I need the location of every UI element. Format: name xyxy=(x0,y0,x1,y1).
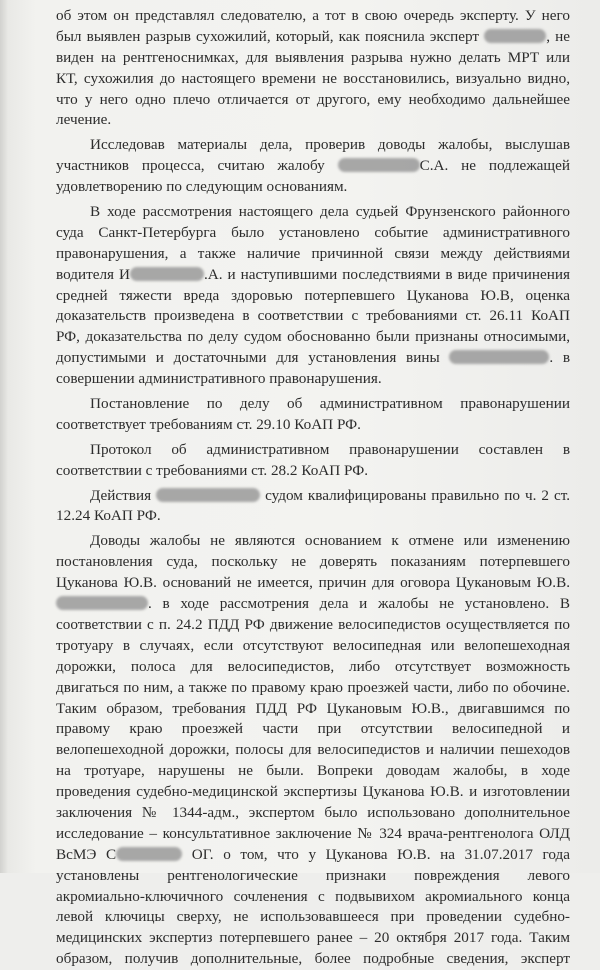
text-segment: . в xyxy=(549,349,571,367)
text-segment: лечение. xyxy=(56,111,112,129)
text-segment: КТ, сухожилия до настоящего времени не восстановились, визуально видно, xyxy=(56,69,570,87)
text-line xyxy=(56,699,570,720)
text-line xyxy=(56,615,570,636)
text-segment: РФ, доказательства по делу судом обоснованно были признаны относимыми, xyxy=(56,328,570,346)
text-line xyxy=(56,506,570,527)
text-line xyxy=(56,6,570,27)
text-segment: . в ходе рассмотрения дела и жалобы не установлено. В xyxy=(148,595,570,613)
text-segment: средней тяжести вреда здоровью потерпевшего Цуканова Ю.В, оценка xyxy=(56,286,570,304)
text-line xyxy=(56,223,570,244)
text-line xyxy=(56,761,570,782)
redaction-mark xyxy=(484,29,546,43)
text-line xyxy=(56,27,570,48)
text-segment: Доводы жалобы не являются основанием к отмене или изменению xyxy=(90,532,570,550)
text-segment: Таким образом, требования ПДД РФ Цукановым Ю.В., двигавшимся по xyxy=(56,699,570,717)
text-line xyxy=(56,110,570,131)
text-line xyxy=(56,740,570,761)
text-segment: В ходе рассмотрения настоящего дела судьей Фрунзенского районного xyxy=(90,203,570,221)
text-segment: С.А. не подлежащей xyxy=(419,157,570,175)
text-segment: доказательств произведена в соответствии с требованиями ст. 26.11 КоАП xyxy=(56,307,570,325)
text-line xyxy=(56,887,570,908)
redaction-mark xyxy=(116,847,182,861)
text-segment: левой ключицы сверху, не использовавшееся при проведении судебно- xyxy=(56,908,570,926)
text-segment: судом квалифицированы правильно по ч. 2 ст. xyxy=(260,486,570,504)
text-line xyxy=(56,636,570,657)
text-segment: исследование – консультативное заключение № 324 врача-рентгенолога ОЛД xyxy=(56,824,570,842)
text-segment: Постановление по делу об административном правонарушении xyxy=(90,395,570,413)
text-segment: Протокол об административном правонарушении составлен в xyxy=(90,440,570,458)
text-segment: виден на рентгеноснимках, для выявления разрыва нужно делать МРТ или xyxy=(56,48,570,66)
text-segment: участников процесса, считаю жалобу xyxy=(56,157,338,175)
text-segment: установлены рентгенологические признаки повреждения левого xyxy=(56,866,570,884)
text-line xyxy=(56,531,570,552)
text-segment: Действия xyxy=(90,486,157,504)
redaction-mark xyxy=(156,488,260,502)
text-segment: ВсМЭ С xyxy=(56,845,117,863)
text-line xyxy=(56,90,570,111)
text-line xyxy=(56,486,570,507)
text-line xyxy=(56,845,570,866)
text-line xyxy=(56,177,570,198)
text-segment: , не xyxy=(546,27,571,45)
text-line xyxy=(56,594,570,615)
text-segment: суда Санкт-Петербурга было установлено событие административного xyxy=(56,223,570,241)
text-segment: Цуканова Ю.В. оснований не имеется, причин для оговора Цукановым Ю.В. xyxy=(56,574,570,592)
text-line xyxy=(56,369,570,390)
text-segment: .А. и наступившими последствиями в виде причинения xyxy=(203,265,570,283)
redaction-mark xyxy=(449,350,549,364)
redaction-mark xyxy=(338,158,420,172)
text-line xyxy=(56,552,570,573)
text-segment: соответствии с требованиями ст. 28.2 КоАП РФ. xyxy=(56,461,369,479)
text-line xyxy=(56,573,570,594)
text-line xyxy=(56,461,570,482)
text-segment: об этом он представлял следователю, а тот в свою очередь эксперту. У него xyxy=(56,7,570,24)
text-line xyxy=(56,949,570,970)
text-segment: двигаться по ним, а также по правому краю проезжей части, либо по обочине. xyxy=(56,678,570,696)
text-segment: правонарушения, а также наличие причинной связи между действиями xyxy=(56,244,570,262)
text-line xyxy=(56,824,570,845)
text-line xyxy=(56,48,570,69)
text-segment: соответствует требованиям ст. 29.10 КоАП РФ. xyxy=(56,415,361,433)
text-segment: заключения № 1344-адм., экспертом было использовано дополнительное xyxy=(56,803,570,821)
text-segment: правому краю проезжей части при отсутствии велосипедной и xyxy=(56,720,570,738)
text-line xyxy=(56,156,570,177)
text-line xyxy=(56,265,570,286)
text-line xyxy=(56,69,570,90)
text-line xyxy=(56,782,570,803)
text-segment: велопешеходной дорожки, полосы для велосипедистов и наличии пешеходов xyxy=(56,741,570,759)
text-line xyxy=(56,244,570,265)
text-line xyxy=(56,803,570,824)
text-segment: на тротуаре, нарушены не были. Вопреки доводам жалобы, в ходе xyxy=(56,762,570,780)
text-line xyxy=(56,327,570,348)
text-line xyxy=(56,348,570,369)
text-segment: водителя И xyxy=(56,265,130,283)
text-line xyxy=(56,306,570,327)
text-line xyxy=(56,719,570,740)
text-segment: образом, получив дополнительные, более подробные сведения, эксперт xyxy=(56,950,570,968)
text-segment: акромиально-ключичного сочленения с подвывихом акромиального конца xyxy=(56,887,570,905)
text-line xyxy=(56,394,570,415)
text-segment: был выявлен разрыв сухожилий, который, как пояснила эксперт xyxy=(56,27,485,45)
text-segment: ОГ. о том, что у Цуканова Ю.В. на 31.07.2017 года xyxy=(182,845,571,863)
text-line xyxy=(56,415,570,436)
text-segment: удовлетворению по следующим основаниям. xyxy=(56,178,348,196)
text-line xyxy=(56,907,570,928)
redaction-mark xyxy=(56,596,148,610)
text-line xyxy=(56,202,570,223)
text-segment: совершении административного правонарушения. xyxy=(56,370,382,388)
text-segment: постановления суда, поскольку не доверять показаниям потерпевшего xyxy=(56,553,570,571)
text-segment: что у него одно плечо отличается от другого, ему необходимо дальнейшее xyxy=(56,90,570,108)
text-segment: 12.24 КоАП РФ. xyxy=(56,507,161,525)
text-segment: дорожки, полоса для велосипедистов, либо отсутствует возможность xyxy=(56,657,570,675)
document-body xyxy=(56,6,570,970)
text-line xyxy=(56,440,570,461)
text-segment: тротуару в случаях, если отсутствуют велосипедная или велопешеходная xyxy=(56,636,570,654)
text-segment: Исследовав материалы дела, проверив доводы жалобы, выслушав xyxy=(90,136,570,154)
text-line xyxy=(56,866,570,887)
text-line xyxy=(56,286,570,307)
redaction-mark xyxy=(130,267,204,281)
text-line xyxy=(56,657,570,678)
text-line xyxy=(56,928,570,949)
text-segment: проведения судебно-медицинской экспертизы Цуканова Ю.В. и изготовлении xyxy=(56,783,570,801)
text-line xyxy=(56,135,570,156)
text-segment: соответствии с п. 24.2 ПДД РФ движение велосипедистов осуществляется по xyxy=(56,615,570,633)
page-edge-shadow xyxy=(0,0,8,873)
text-segment: медицинских экспертиз потерпевшего ранее – 20 октября 2017 года. Таким xyxy=(56,929,570,947)
text-line xyxy=(56,678,570,699)
text-segment: допустимыми и достаточными для установления вины xyxy=(56,349,450,367)
